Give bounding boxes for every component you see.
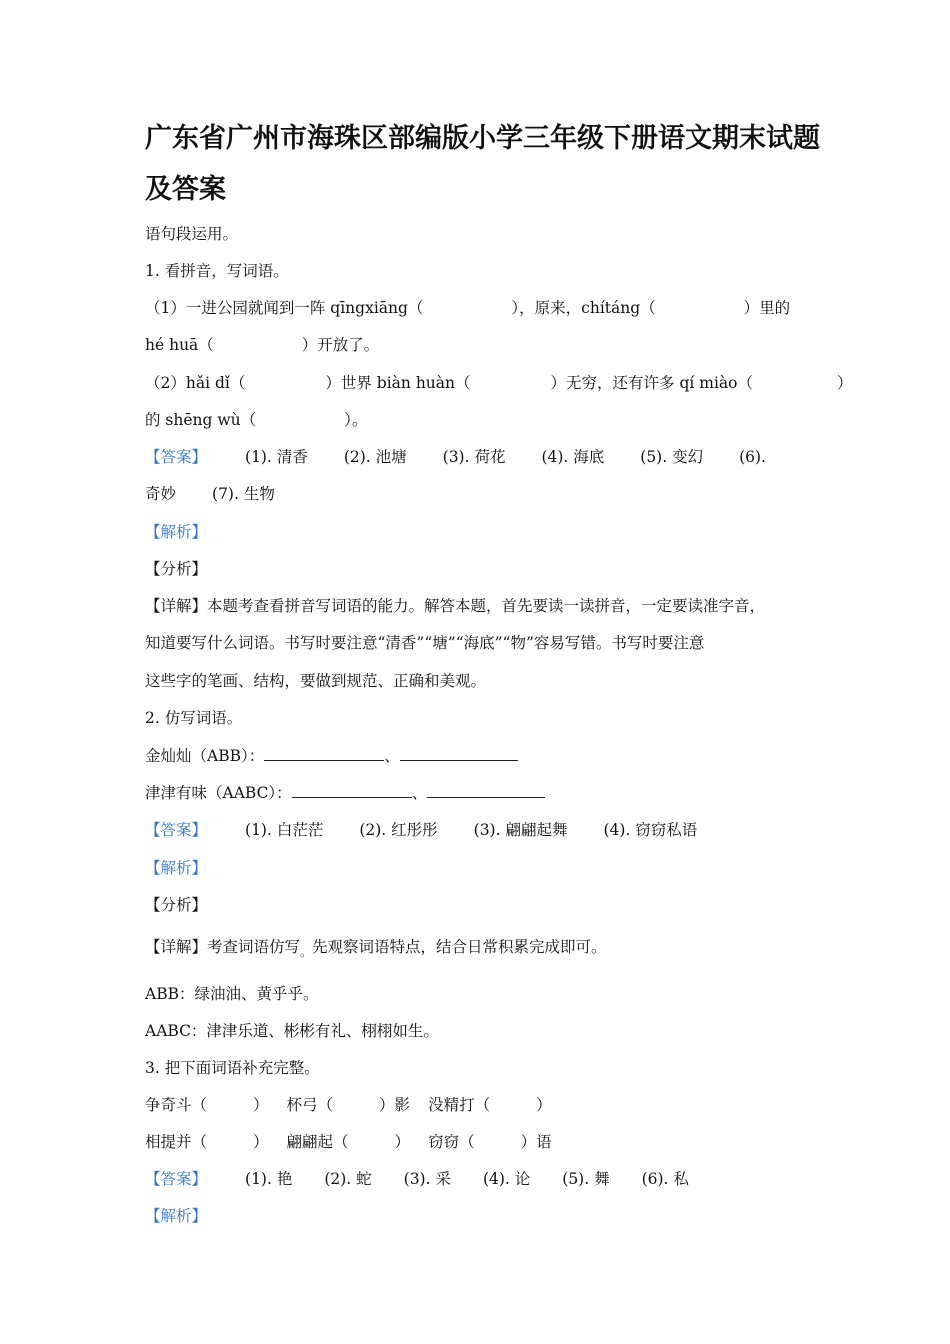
answer-item: (3). 采 xyxy=(403,1170,451,1188)
page-title-line-1: 广东省广州市海珠区部编版小学三年级下册语文期末试题 xyxy=(145,123,820,154)
q2-jiexi: 【解析】 xyxy=(145,859,208,877)
q2-abb-line: 金灿灿（ABB）： 、 xyxy=(145,745,518,767)
q2-detail: 【详解】考查词语仿写$_。$先观察词语特点，结合日常积累完成即可。 xyxy=(145,938,607,959)
answer-item: (3). 翩翩起舞 xyxy=(473,821,568,839)
answer-blank xyxy=(264,746,384,761)
q2-aabc-example: AABC：津津乐道、彬彬有礼、栩栩如生。 xyxy=(145,1022,439,1040)
answer-blank xyxy=(292,783,412,798)
answer-item: 奇妙 xyxy=(145,485,177,503)
q1-detail-3: 这些字的笔画、结构，要做到规范、正确和美观。 xyxy=(145,672,487,690)
answer-item: (2). 池塘 xyxy=(343,448,407,466)
q1-detail-2: 知道要写什么词语。书写时要注意“清香”“塘”“海底”“物”容易写错。书写时要注意 xyxy=(145,634,705,652)
answer-item: (1). 清香 xyxy=(245,448,308,466)
answer-item: (3). 荷花 xyxy=(442,448,506,466)
answer-item: (2). 红彤彤 xyxy=(359,821,438,839)
q2-heading: 2. 仿写词语。 xyxy=(145,709,243,727)
answer-item: (1). 艳 xyxy=(245,1170,293,1188)
answer-item: (4). 论 xyxy=(482,1170,531,1188)
answer-item: (4). 海底 xyxy=(541,448,605,466)
q2-abb-example: ABB：绿油油、黄乎乎。 xyxy=(145,985,319,1003)
q1-line-2: hé huā（ ）开放了。 xyxy=(145,336,380,354)
q1-jiexi: 【解析】 xyxy=(145,523,208,541)
q3-heading: 3. 把下面词语补充完整。 xyxy=(145,1059,320,1077)
q1-line-4: 的 shēng wù（ ）。 xyxy=(145,411,368,429)
q1-fenxi: 【分析】 xyxy=(145,560,208,578)
answer-item: (7). 生物 xyxy=(212,485,275,503)
q1-line-1: （1）一进公园就闻到一阵 qīngxiāng（ ），原来，chítáng（ ）里的 xyxy=(145,299,791,317)
answer-blank xyxy=(427,783,545,798)
section-heading: 语句段运用。 xyxy=(145,225,239,243)
q1-answer-row-1 xyxy=(145,446,766,468)
q3-jiexi: 【解析】 xyxy=(145,1207,208,1225)
q3-answer-row xyxy=(145,1168,689,1190)
answer-tag: 【答案】 xyxy=(145,448,208,466)
q1-heading: 1. 看拼音，写词语。 xyxy=(145,262,289,280)
answer-item: (5). 变幻 xyxy=(640,448,704,466)
answer-tag: 【答案】 xyxy=(145,1170,208,1188)
q3-row-2: 相提并（ ） 翩翩起（ ） 窃窃（ ）语 xyxy=(145,1133,552,1151)
answer-item: (6). 私 xyxy=(641,1170,689,1188)
answer-tag: 【答案】 xyxy=(145,821,208,839)
answer-item: (2). 蛇 xyxy=(324,1170,372,1188)
answer-item: (4). 窃窃私语 xyxy=(603,821,698,839)
q3-row-1: 争奇斗（ ） 杯弓（ ）影 没精打（ ） xyxy=(145,1096,552,1114)
q1-answer-row-2 xyxy=(145,483,275,505)
q2-answer-row xyxy=(145,819,697,841)
answer-item: (6). xyxy=(739,448,766,466)
answer-blank xyxy=(400,746,518,761)
answer-item: (5). 舞 xyxy=(562,1170,610,1188)
q1-line-3: （2）hǎi dǐ（ ）世界 biàn huàn（ ）无穷，还有许多 qí miào（ ） xyxy=(145,374,853,392)
q2-fenxi: 【分析】 xyxy=(145,896,208,914)
page-title-line-2: 及答案 xyxy=(145,174,226,205)
answer-item: (1). 白茫茫 xyxy=(245,821,324,839)
q2-aabc-line: 津津有味（AABC）： 、 xyxy=(145,782,545,804)
q1-detail-1: 【详解】本题考查看拼音写词语的能力。解答本题，首先要读一读拼音，一定要读准字音， xyxy=(145,597,766,615)
